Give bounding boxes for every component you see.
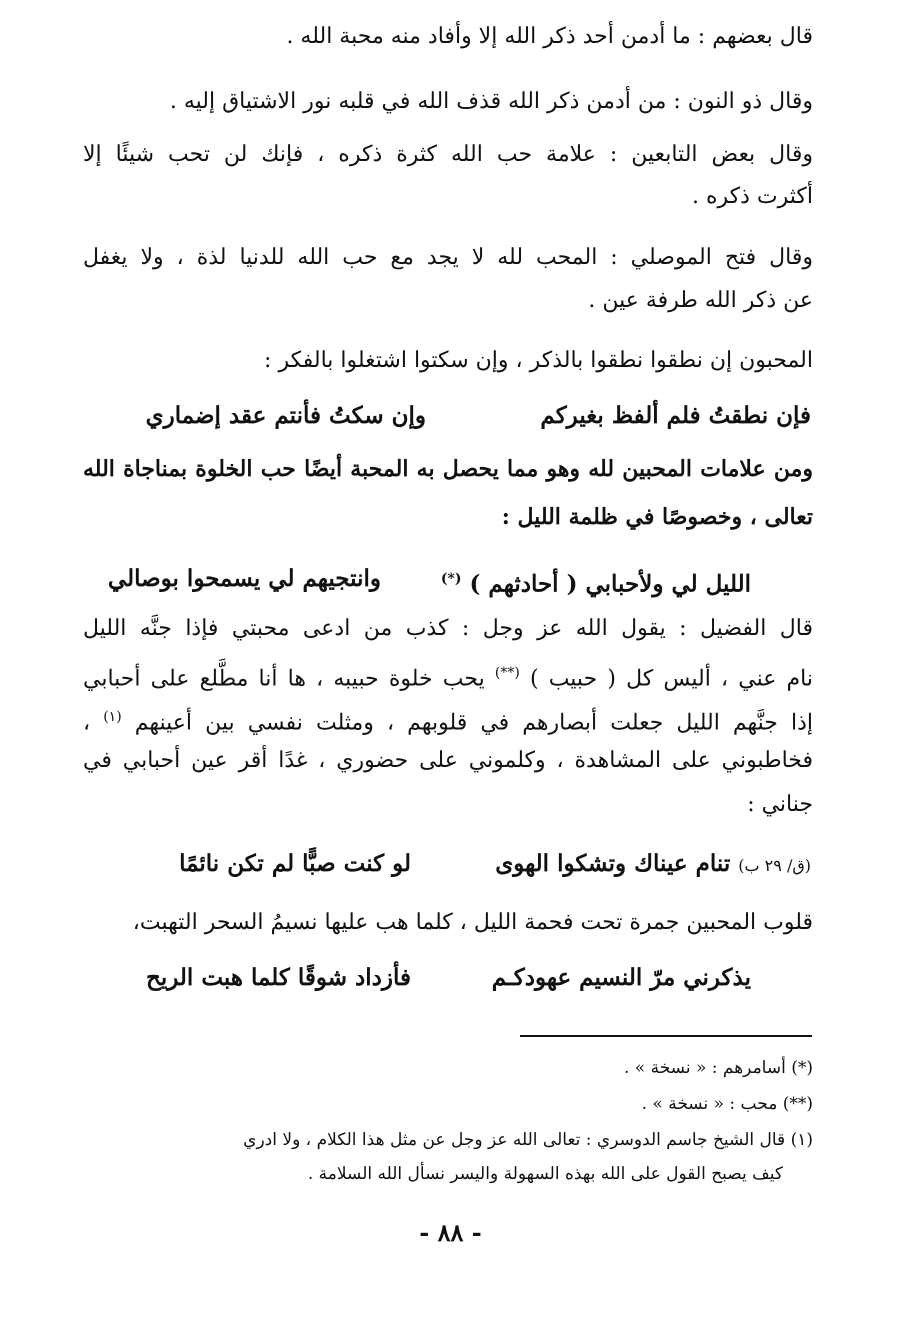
paragraph-line: ومن علامات المحبين لله وهو مما يحصل به المحبة أيضًا حب الخلوة بمناجاة الله	[83, 456, 813, 482]
footnote-marker: (**)	[494, 665, 520, 681]
paragraph-line: فخاطبوني على المشاهدة ، وكلموني على حضوري ، غدًا أقر عين أحبابي في	[83, 748, 813, 773]
paragraph-line: وقال فتح الموصلي : المحب لله لا يجد مع حب الله للدنيا لذة ، ولا يغفل	[83, 245, 813, 270]
text-segment: إذا جنَّهم الليل جعلت أبصارهم في قلوبهم ، ومثلت نفسي بين أعينهم	[121, 710, 814, 736]
footnote: كيف يصبح القول على الله بهذه السهولة واليسر نسأل الله السلامة .	[307, 1164, 783, 1184]
paragraph-line: قلوب المحبين جمرة تحت فحمة الليل ، كلما هب عليها نسيمُ السحر التهبت،	[132, 910, 813, 935]
manuscript-reference: (ق/ ٢٩ ب)	[738, 856, 811, 875]
text-segment: نام عني ، أليس كل ( حبيب )	[519, 666, 813, 692]
paragraph-line: قال بعضهم : ما أدمن أحد ذكر الله إلا وأفاد منه محبة الله .	[286, 24, 813, 49]
verse-text: الليل لي ولأحبابي ( أحادثهم )	[469, 570, 751, 598]
verse-hemistich-right	[441, 563, 751, 601]
verse-hemistich-right: يذكرني مرّ النسيم عهودكـم	[491, 964, 751, 991]
paragraph-line	[83, 658, 813, 694]
footnote-marker: (*)	[440, 571, 462, 587]
paragraph-line: المحبون إن نطقوا نطقوا بالذكر ، وإن سكتوا اشتغلوا بالفكر :	[264, 348, 813, 373]
paragraph-line: جناني :	[747, 792, 813, 817]
footnote: (١) قال الشيخ جاسم الدوسري : تعالى الله عز وجل عن مثل هذا الكلام ، ولا ادري	[243, 1130, 813, 1150]
paragraph-line: عن ذكر الله طرفة عين .	[588, 288, 813, 313]
verse-hemistich-right: فإن نطقتُ فلم ألفظ بغيركم	[540, 402, 811, 429]
paragraph-line: تعالى ، وخصوصًا في ظلمة الليل :	[501, 504, 813, 530]
verse-hemistich-left: فأزداد شوقًا كلما هبت الريح	[145, 964, 411, 991]
paragraph-line: أكثرت ذكره .	[692, 184, 813, 209]
paragraph-line: قال الفضيل : يقول الله عز وجل : كذب من ادعى محبتي فإذا جنَّه الليل	[83, 616, 813, 641]
text-segment: يحب خلوة حبيبه ، ها أنا مطَّلع على أحبابي	[83, 666, 495, 692]
paragraph-line: وقال ذو النون : من أدمن ذكر الله قذف الله في قلبه نور الاشتياق إليه .	[169, 89, 813, 114]
verse-hemistich-right	[495, 848, 811, 882]
verse-hemistich-left: وانتجيهم لي يسمحوا بوصالي	[107, 565, 381, 592]
verse-text: تنام عيناك وتشكوا الهوى	[495, 850, 731, 877]
page-number: - ٨٨ -	[419, 1218, 482, 1247]
text-segment: ،	[83, 710, 104, 736]
paragraph-line	[83, 702, 813, 738]
footnote-separator	[520, 1035, 812, 1037]
paragraph-line: وقال بعض التابعين : علامة حب الله كثرة ذكره ، فإنك لن تحب شيئًا إلا	[83, 142, 813, 167]
footnote-marker: (١)	[103, 709, 122, 725]
verse-hemistich-left: وإن سكتُ فأنتم عقد إضماري	[145, 402, 426, 429]
footnote: (**) محب : « نسخة » .	[641, 1094, 813, 1114]
verse-hemistich-left: لو كنت صبًّا لم تكن نائمًا	[179, 850, 411, 877]
footnote: (*) أسامرهم : « نسخة » .	[623, 1058, 813, 1078]
